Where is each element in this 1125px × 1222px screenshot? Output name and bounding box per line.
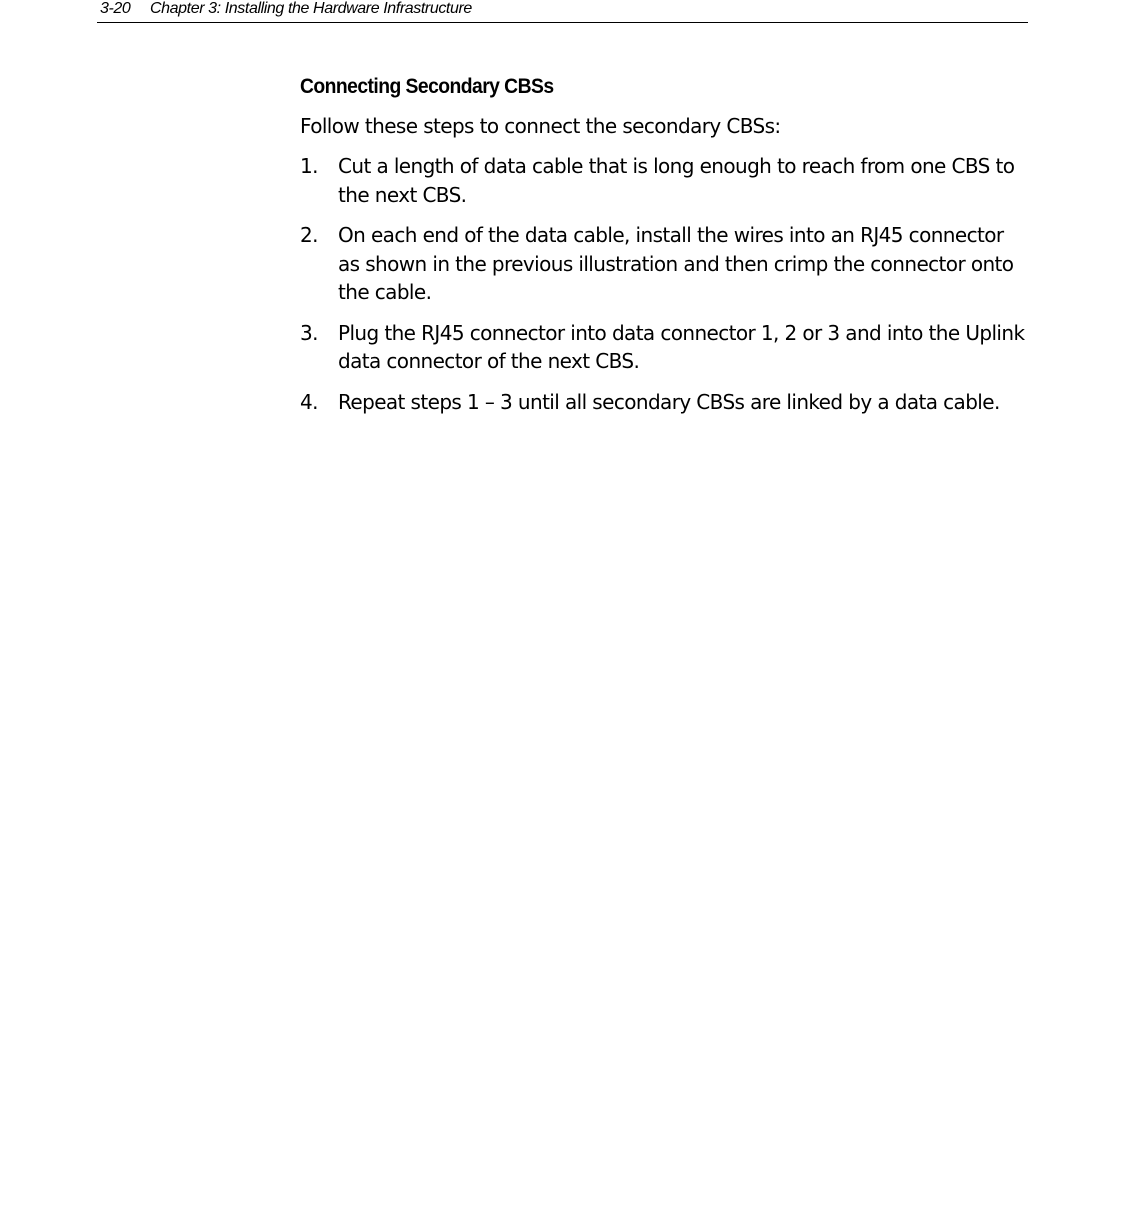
page-number: 3-20 <box>100 0 131 17</box>
intro-paragraph: Follow these steps to connect the secondary CBSs: <box>300 114 781 138</box>
running-header <box>97 0 1028 23</box>
list-item <box>300 319 1025 376</box>
step-text: Repeat steps 1 – 3 until all secondary CBSs are linked by a data cable. <box>338 389 1000 414</box>
list-item <box>300 388 1025 417</box>
step-text: Plug the RJ45 connector into data connector 1, 2 or 3 and into the Uplink data connector of the next CBS. <box>338 320 1025 373</box>
chapter-title: Chapter 3: Installing the Hardware Infrastructure <box>150 0 472 17</box>
step-number: 4. <box>300 389 318 414</box>
section-heading: Connecting Secondary CBSs <box>300 75 554 98</box>
page-content <box>300 70 1025 416</box>
step-number: 2. <box>300 223 318 247</box>
list-item <box>300 221 1025 307</box>
list-item <box>300 152 1025 209</box>
steps-list <box>300 152 1025 416</box>
step-text: Cut a length of data cable that is long enough to reach from one CBS to the next CBS. <box>338 154 1015 207</box>
step-number: 1. <box>300 154 318 178</box>
step-text: On each end of the data cable, install the wires into an RJ45 connector as shown in the previous illustration and then crimp the connector onto the cable. <box>338 223 1014 304</box>
step-number: 3. <box>300 320 318 345</box>
